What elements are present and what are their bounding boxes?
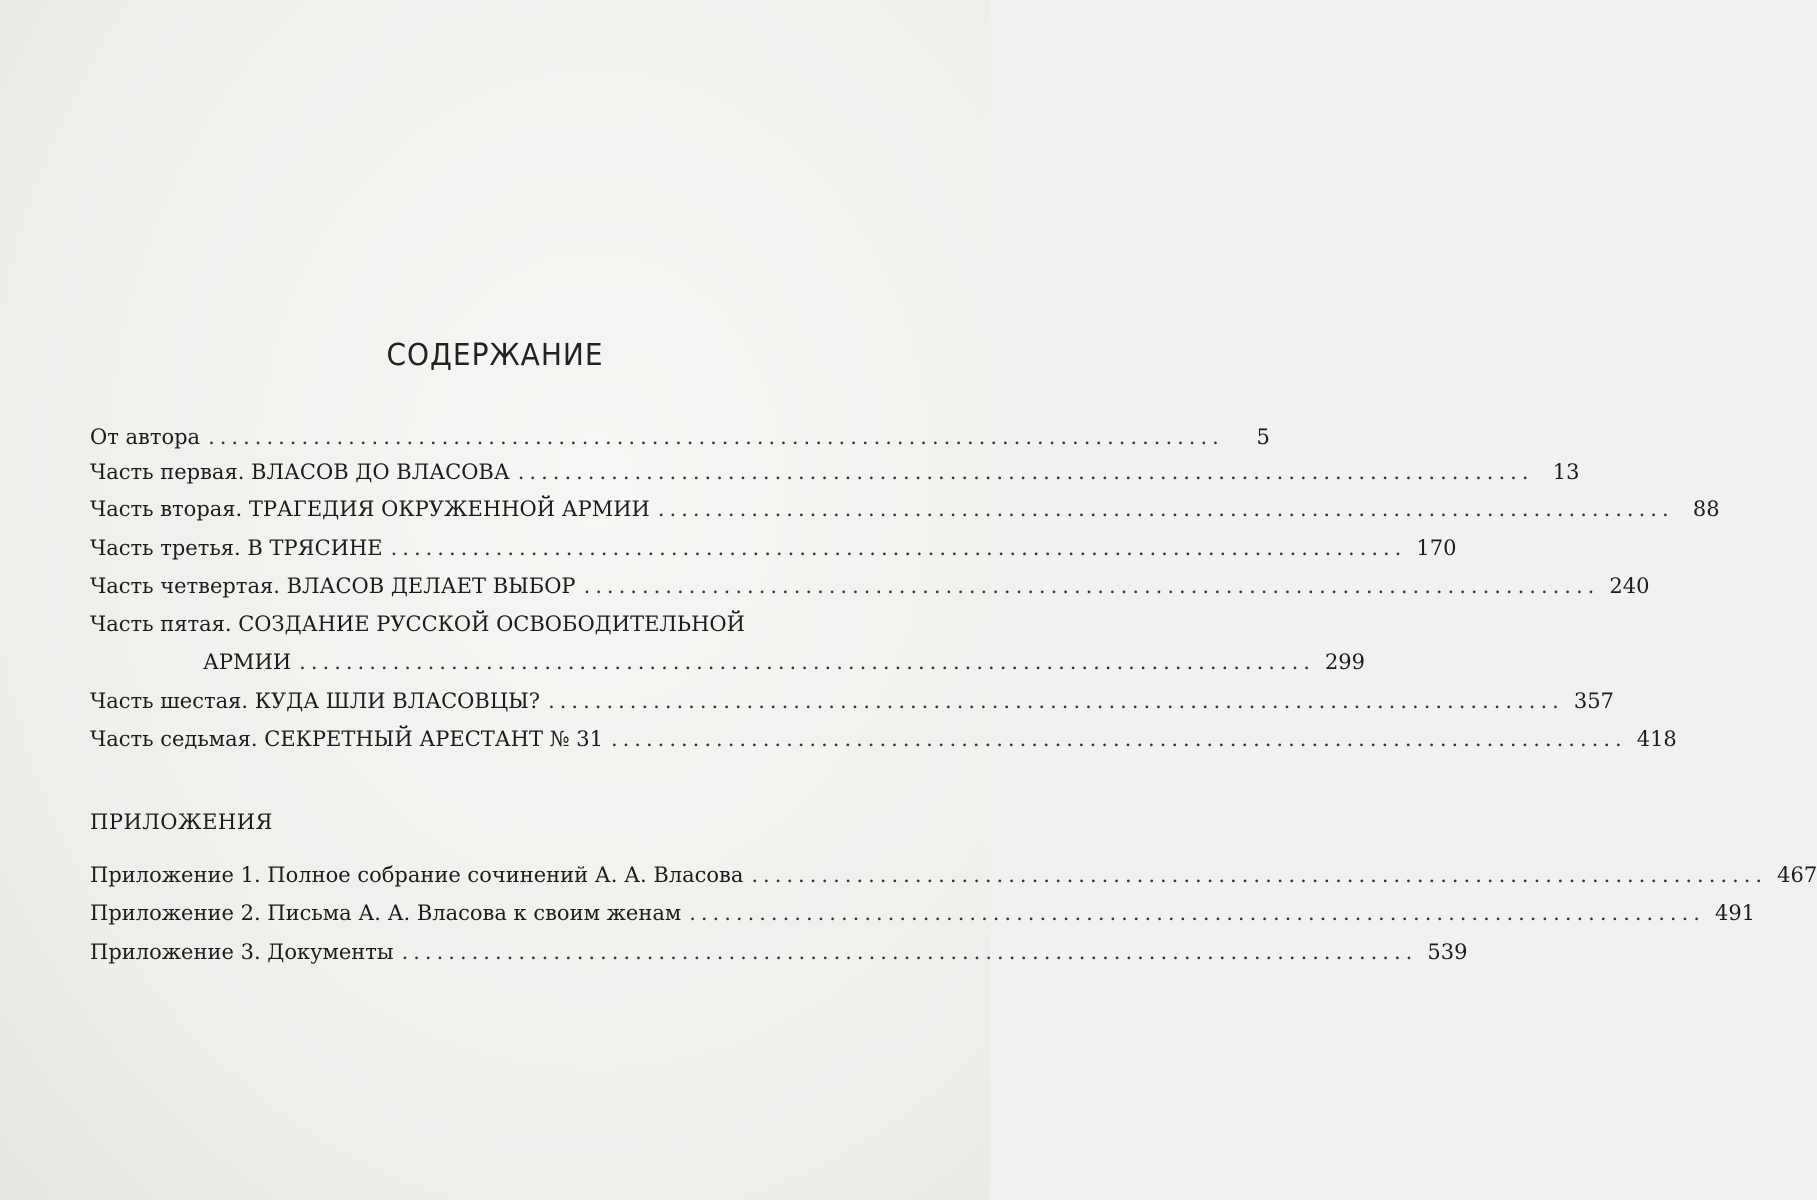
dot-leader: ....................................................................................... — [657, 497, 1674, 521]
toc-entry-page: 467 — [1777, 863, 1817, 887]
toc-appendix-2 — [90, 901, 1756, 931]
toc-entry-label: Приложение 2. Письма А. А. Власова к своим женам — [90, 901, 682, 925]
toc-entry-label: Часть седьмая. СЕКРЕТНЫЙ АРЕСТАНТ № 31 — [90, 727, 603, 751]
toc-entry-label: Часть вторая. ТРАГЕДИЯ ОКРУЖЕННОЙ АРМИИ — [90, 497, 650, 521]
toc-entry-page: 13 — [1552, 460, 1580, 484]
toc-entry-part-3 — [90, 536, 1457, 566]
appendix-heading: ПРИЛОЖЕНИЯ — [90, 810, 274, 834]
toc-appendix-3 — [90, 940, 1468, 970]
toc-entry-part-1 — [90, 460, 1580, 490]
dot-leader: ....................................................................................... — [208, 425, 1224, 449]
toc-entry-label: Часть четвертая. ВЛАСОВ ДЕЛАЕТ ВЫБОР — [90, 574, 576, 598]
dot-leader: ....................................................................................... — [390, 536, 1407, 560]
toc-entry-part-2 — [90, 497, 1720, 527]
toc-entry-label: Часть пятая. СОЗДАНИЕ РУССКОЙ ОСВОБОДИТЕЛЬНОЙ — [90, 612, 745, 636]
dot-leader: ....................................................................................... — [751, 863, 1768, 887]
toc-entry-page: 299 — [1324, 650, 1366, 674]
dot-leader: ....................................................................................... — [517, 460, 1534, 484]
toc-entry-label: Приложение 3. Документы — [90, 940, 394, 964]
dot-leader: ....................................................................................... — [548, 689, 1564, 713]
dot-leader: ....................................................................................... — [610, 727, 1627, 751]
dot-leader: ....................................................................................... — [583, 574, 1600, 598]
toc-entry-page: 539 — [1427, 940, 1468, 964]
dot-leader: ....................................................................................... — [401, 940, 1418, 964]
toc-entry-label: От автора — [90, 425, 201, 449]
toc-entry-part-6 — [90, 689, 1614, 719]
toc-entry-label: Приложение 1. Полное собрание сочинений А. А. Власова — [90, 863, 744, 887]
toc-entry-page: 357 — [1573, 689, 1614, 713]
toc-entry-part-5 — [90, 612, 836, 636]
toc-entry-page: 170 — [1416, 536, 1457, 560]
toc-entry-page: 240 — [1609, 574, 1650, 598]
toc-entry-label-continuation: АРМИИ — [203, 650, 292, 674]
toc-entry-label: Часть третья. В ТРЯСИНЕ — [90, 536, 383, 560]
toc-appendix-1 — [90, 863, 1817, 893]
toc-entry-part-4 — [90, 574, 1650, 604]
dot-leader: ....................................................................................... — [299, 650, 1315, 674]
toc-entry-page: 418 — [1636, 727, 1677, 751]
toc-entry-page: 88 — [1692, 497, 1720, 521]
toc-entry-page: 491 — [1714, 901, 1756, 925]
toc-entry-part-5-continuation — [203, 650, 1366, 680]
toc-entry-foreword — [90, 425, 1270, 455]
dot-leader: ....................................................................................... — [689, 901, 1705, 925]
page-title: СОДЕРЖАНИЕ — [386, 336, 604, 373]
toc-entry-label: Часть шестая. КУДА ШЛИ ВЛАСОВЦЫ? — [90, 689, 541, 713]
toc-entry-page: 5 — [1256, 425, 1270, 449]
toc-entry-part-7 — [90, 727, 1677, 757]
toc-entry-label: Часть первая. ВЛАСОВ ДО ВЛАСОВА — [90, 460, 510, 484]
